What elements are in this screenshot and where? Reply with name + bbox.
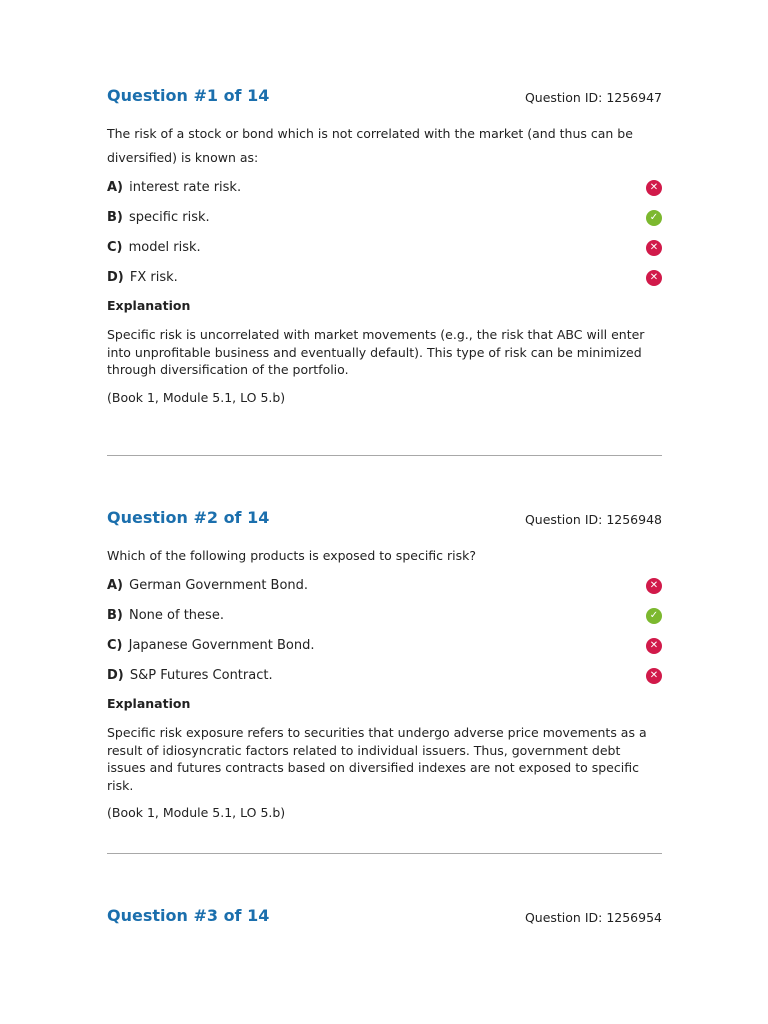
question-title: Question #2 of 14 <box>107 508 270 527</box>
option-text: FX risk. <box>129 270 178 285</box>
option-text: S&P Futures Contract. <box>129 668 273 683</box>
option-text: interest rate risk. <box>129 180 242 195</box>
answer-option-d <box>107 666 662 696</box>
explanation-heading: Explanation <box>107 298 191 313</box>
option-letter: B) <box>107 210 123 225</box>
option-text: None of these. <box>129 608 224 623</box>
option-text: German Government Bond. <box>129 578 309 593</box>
x-circle-icon: ✕ <box>646 180 662 196</box>
answer-option-a <box>107 576 662 606</box>
explanation-heading: Explanation <box>107 696 191 711</box>
x-circle-icon: ✕ <box>646 270 662 286</box>
answer-option-b <box>107 208 662 238</box>
check-circle-icon: ✓ <box>646 608 662 624</box>
question-title: Question #3 of 14 <box>107 906 270 925</box>
answer-option-c <box>107 238 662 268</box>
option-text: Japanese Government Bond. <box>128 638 315 653</box>
options-list <box>107 576 662 696</box>
option-letter: C) <box>107 638 123 653</box>
question-id: Question ID: 1256947 <box>524 90 662 105</box>
option-text: specific risk. <box>129 210 210 225</box>
options-list <box>107 178 662 298</box>
question-id: Question ID: 1256948 <box>524 512 662 527</box>
section-divider <box>107 853 662 854</box>
option-letter: D) <box>107 270 124 285</box>
question-block-2 <box>107 508 662 822</box>
option-letter: C) <box>107 240 123 255</box>
explanation-text: Specific risk is uncorrelated with market movements (e.g., the risk that ABC will enter into unprofitable business and eventually default). This type of risk can be minimized through diversification of the portfolio. <box>107 327 645 377</box>
question-id: Question ID: 1256954 <box>524 910 662 925</box>
section-divider <box>107 455 662 456</box>
option-letter: D) <box>107 668 124 683</box>
option-text: model risk. <box>128 240 201 255</box>
answer-option-d <box>107 268 662 298</box>
question-stem: The risk of a stock or bond which is not correlated with the market (and thus can be diversified) is known as: <box>107 126 633 165</box>
answer-option-c <box>107 636 662 666</box>
reference-text: (Book 1, Module 5.1, LO 5.b) <box>107 805 286 820</box>
check-circle-icon: ✓ <box>646 210 662 226</box>
question-stem: Which of the following products is exposed to specific risk? <box>107 548 477 563</box>
answer-option-b <box>107 606 662 636</box>
question-block-3 <box>107 906 662 930</box>
option-letter: A) <box>107 180 124 195</box>
x-circle-icon: ✕ <box>646 638 662 654</box>
reference-text: (Book 1, Module 5.1, LO 5.b) <box>107 389 286 405</box>
question-block-1 <box>107 86 662 407</box>
option-letter: B) <box>107 608 123 623</box>
x-circle-icon: ✕ <box>646 578 662 594</box>
answer-option-a <box>107 178 662 208</box>
x-circle-icon: ✕ <box>646 668 662 684</box>
explanation-text: Specific risk exposure refers to securities that undergo adverse price movements as a result of idiosyncratic factors related to individual issuers. Thus, government debt issues and futures contracts based on diversified indexes are not exposed to specific risk. <box>107 725 647 793</box>
question-title: Question #1 of 14 <box>107 86 270 105</box>
x-circle-icon: ✕ <box>646 240 662 256</box>
option-letter: A) <box>107 578 124 593</box>
